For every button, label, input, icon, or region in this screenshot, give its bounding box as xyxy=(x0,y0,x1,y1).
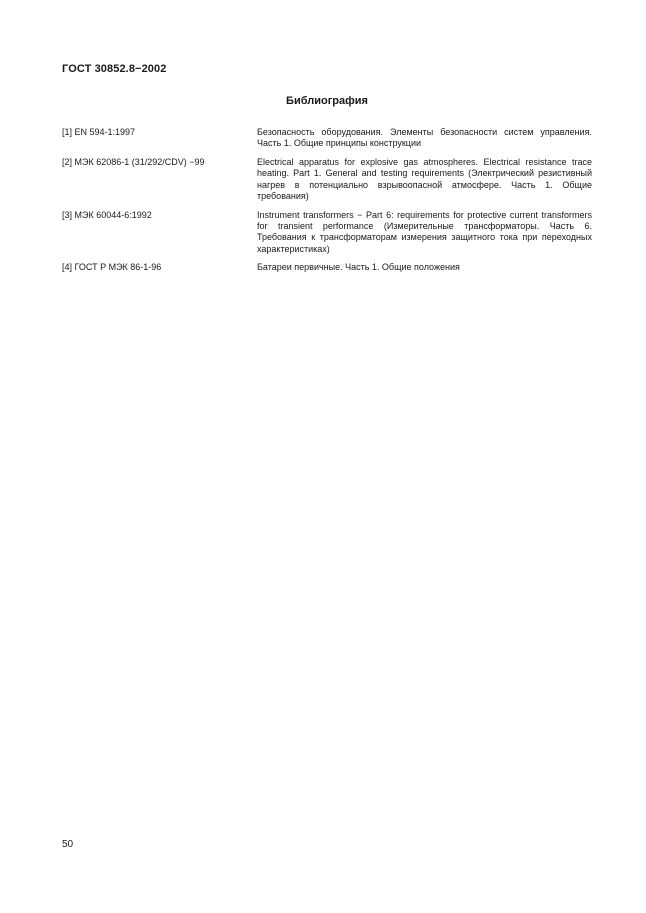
bibliography-entry xyxy=(62,262,592,273)
bibliography-entry xyxy=(62,127,592,150)
entry-reference: [3] МЭК 60044-6:1992 xyxy=(62,209,152,220)
bibliography-title: Библиография xyxy=(286,95,368,107)
entry-reference: [2] МЭК 62086-1 (31/292/CDV) −99 xyxy=(62,157,205,168)
bibliography-entry xyxy=(62,157,592,202)
entry-description: Instrument transformers − Part 6: requirements for protective current transformers for transient performance (Измерительные трансформаторы. Часть 6. Требования к трансформаторам измерения защитного тока при переходных характеристиках) xyxy=(257,209,592,254)
entry-description: Безопасность оборудования. Элементы безопасности систем управления. Часть 1. Общие принципы конструкции xyxy=(257,127,592,149)
entry-reference: [1] EN 594-1:1997 xyxy=(62,127,136,137)
entry-reference: [4] ГОСТ Р МЭК 86-1-96 xyxy=(62,262,162,273)
bibliography-list xyxy=(62,127,592,281)
bibliography-entry xyxy=(62,210,592,255)
document-header: ГОСТ 30852.8−2002 xyxy=(62,63,167,75)
entry-description: Батареи первичные. Часть 1. Общие положения xyxy=(257,262,460,273)
entry-description: Electrical apparatus for explosive gas atmospheres. Electrical resistance trace heating. Part 1. General and testing requirements (Электрический резистивный нагрев в потенциально взрывоопасной атмосфере. Часть 1. Общие требования) xyxy=(257,157,592,201)
page-number: 50 xyxy=(62,839,74,850)
